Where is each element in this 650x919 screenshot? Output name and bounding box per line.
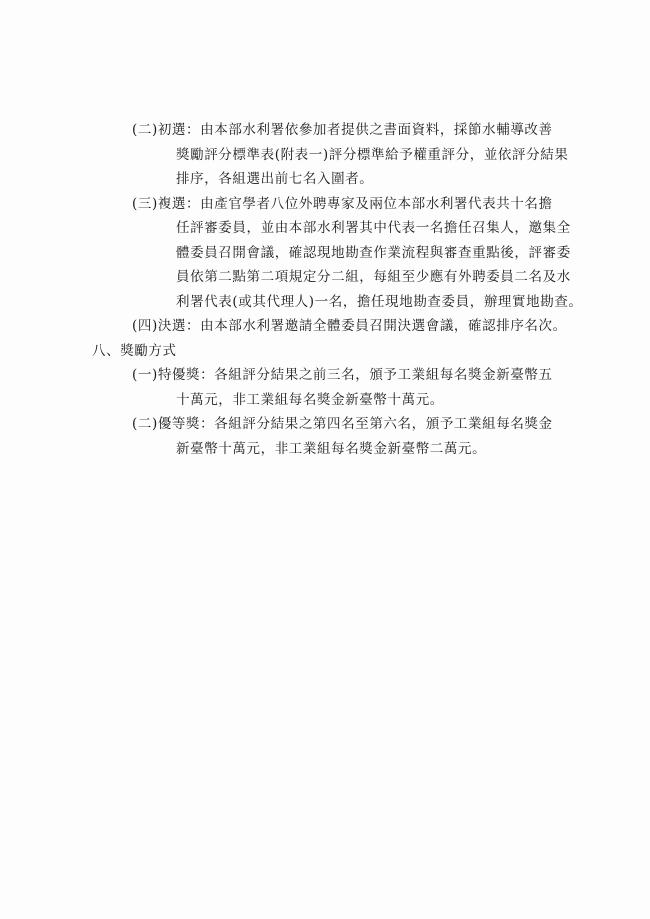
text-line: 排序，各組選出前七名入圍者。 — [176, 171, 374, 187]
text-line: 十萬元，非工業組每名獎金新臺幣十萬元。 — [176, 391, 444, 408]
text-line: 獎勵評分標準表(附表一)評分標準給予權重評分，並依評分結果 — [176, 146, 569, 163]
item-excellent-award — [92, 412, 592, 461]
text-line: 體委員召開會議，確認現地勘查作業流程與審查重點後，評審委 — [176, 244, 571, 261]
item-preliminary-selection — [92, 118, 592, 192]
text-line: (一)特優獎：各組評分結果之前三名，頒予工業組每名獎金新臺幣五 — [132, 367, 553, 383]
text-line: 員依第二點第二項規定分二組，每組至少應有外聘委員二名及水 — [176, 269, 571, 285]
text-line: 新臺幣十萬元，非工業組每名獎金新臺幣二萬元。 — [176, 440, 487, 457]
item-special-award — [92, 363, 592, 412]
document-body — [92, 118, 592, 461]
text-line: (二)優等獎：各組評分結果之第四名至第六名，頒予工業組每名獎金 — [132, 416, 553, 432]
item-final-selection — [92, 314, 592, 339]
text-line: (二)初選：由本部水利署依參加者提供之書面資料，採節水輔導改善 — [132, 122, 553, 138]
text-line: (三)複選：由產官學者八位外聘專家及兩位本部水利署代表共十名擔 — [132, 195, 553, 212]
text-line: 任評審委員，並由本部水利署其中代表一名擔任召集人，邀集全 — [176, 220, 571, 236]
text-line: 利署代表(或其代理人)一名，擔任現地勘查委員，辦理實地勘查。 — [176, 293, 583, 310]
text-line: (四)決選：由本部水利署邀請全體委員召開決選會議，確認排序名次。 — [132, 318, 567, 334]
item-second-selection — [92, 192, 592, 315]
section-title-award-method: 八、獎勵方式 — [92, 342, 177, 359]
